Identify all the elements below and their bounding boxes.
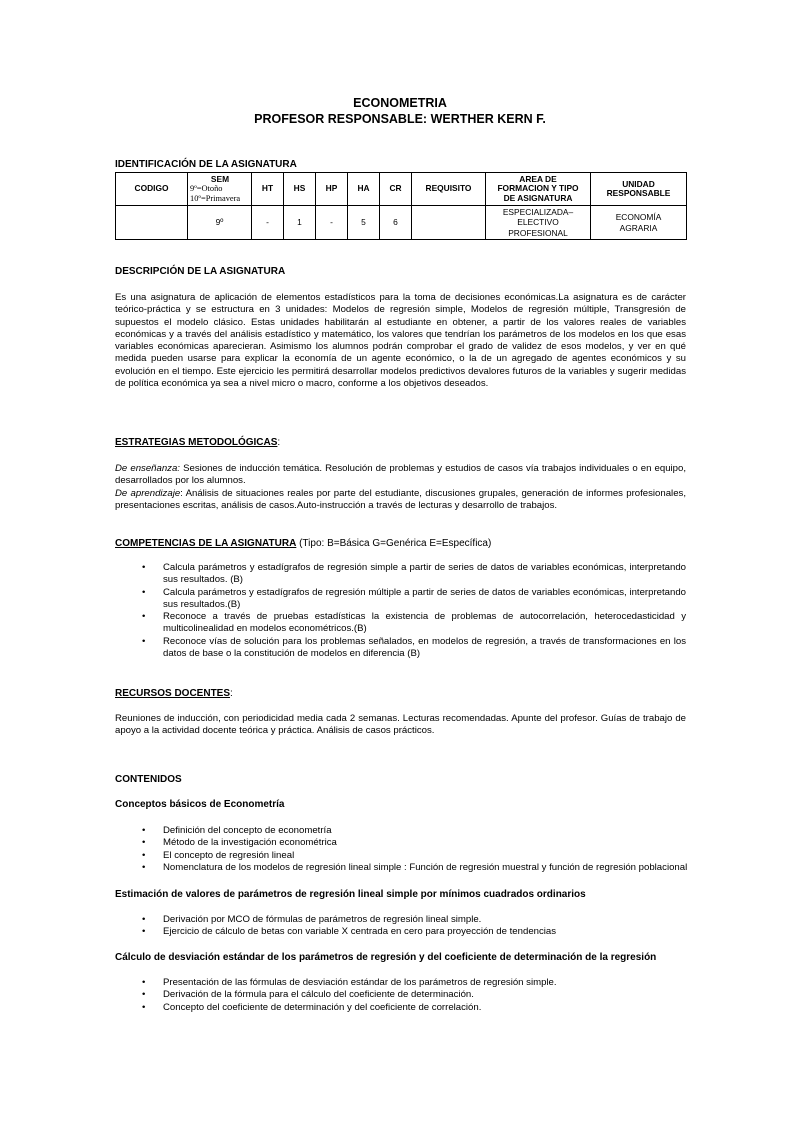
col-area-line3: DE ASIGNATURA (503, 192, 573, 203)
resources-heading-suffix: : (230, 688, 233, 699)
bullet-icon: • (142, 1001, 146, 1013)
list-item (115, 611, 686, 636)
bullet-icon: • (142, 837, 146, 849)
description-text (115, 292, 686, 390)
list-item (115, 1002, 765, 1014)
cell-ht: - (252, 206, 284, 240)
resources-heading: RECURSOS DOCENTES (115, 688, 231, 699)
cell-unidad-line2: AGRARIA (619, 222, 658, 233)
list-item (115, 636, 686, 661)
content-item-text: Derivación por MCO de fórmulas de parámetros de regresión lineal simple. (163, 914, 482, 925)
competencies-note: (Tipo: B=Básica G=Genérica E=Específica) (299, 538, 492, 549)
aprendizaje-text: : Análisis de situaciones reales por parte del estudiante, discusiones grupales, generación de informes profesionales, presentaciones escritas, análisis de casos.Auto-instrucción a través de lecturas y desarrollo de trabajos. (115, 487, 686, 511)
bullet-icon: • (142, 977, 146, 988)
description-paragraph: Es una asignatura de aplicación de elementos estadísticos para la toma de decisiones económicas.La asignatura es de carácter teórico-práctica y se estructura en 3 unidades: Modelos de regresión simple, Modelos de regresión múltiple, Transgresión de supuestos el modelo clásico. Estas unidades habilitarán al estudiante en obtener, a partir de los valores reales de variables económicas y a través del análisis estadístico y matemático, los valores que tendrían los parámetros de los modelos en los que esas variables económicas aparecieran. Asimismo los alumnos podrán comprobar el grado de validez de esos modelos, y ver en qué medida pueden usarse para explicar la economía de un agente económico, o la de un agregado de agentes económicos y su evolución en el tiempo. Este ejercicio les permitirá desarrollar modelos predictivos devalores futuros de la variables y sugerir medidas de política económica ya sea a nivel micro o macro, conforme a los objetivos deseados. (115, 292, 686, 390)
col-cr: CR (380, 173, 412, 206)
cell-ha: 5 (348, 206, 380, 240)
unit2-list (115, 914, 765, 939)
ensenanza-text: Sesiones de inducción temática. Resolución de problemas y estudios de casos vía trabajos individuales o en equipo, desarrollados por los alumnos. (115, 463, 686, 487)
content-item-text: Definición del concepto de econometría (163, 825, 332, 836)
unit3-title: Cálculo de desviación estándar de los parámetros de regresión y del coeficiente de determinación de la regresión (115, 952, 657, 963)
col-unidad (591, 173, 687, 206)
col-ha: HA (348, 173, 380, 206)
strategies-heading-suffix: : (277, 437, 281, 448)
strategies-ensenanza (115, 463, 686, 488)
description-heading: DESCRIPCIÓN DE LA ASIGNATURA (115, 266, 286, 277)
bullet-icon: • (142, 914, 146, 925)
col-requisito: REQUISITO (412, 173, 486, 206)
table-header-row (116, 173, 687, 206)
strategies-text (115, 463, 686, 512)
identification-table (115, 172, 687, 240)
col-sem-label: SEM (210, 173, 230, 184)
list-item (115, 850, 765, 862)
bullet-icon: • (142, 635, 146, 647)
list-item (115, 989, 765, 1001)
list-item (115, 926, 765, 938)
competencies-list (115, 562, 686, 660)
col-sem-primavera: 10º=Primavera (190, 193, 241, 203)
unit2-title: Estimación de valores de parámetros de regresión lineal simple por mínimos cuadrados ordinarios (115, 889, 586, 900)
list-item (115, 837, 765, 849)
bullet-icon: • (142, 861, 146, 873)
cell-codigo (116, 206, 188, 240)
col-hp: HP (316, 173, 348, 206)
col-codigo: CODIGO (116, 173, 188, 206)
resources-paragraph: Reuniones de inducción, con periodicidad media cada 2 semanas. Lecturas recomendadas. Apunte del profesor. Guías de trabajo de apoyo a la actividad docente teórica y práctica. Análisis de casos prácticos. (115, 713, 686, 737)
bullet-icon: • (142, 989, 146, 1001)
col-ht: HT (252, 173, 284, 206)
col-sem-otono: 9º=Otoño (190, 184, 223, 194)
content-item-text: Concepto del coeficiente de determinación y del coeficiente de correlación. (163, 1001, 482, 1013)
identification-heading: IDENTIFICACIÓN DE LA ASIGNATURA (115, 159, 297, 170)
cell-hs: 1 (284, 206, 316, 240)
col-hs: HS (284, 173, 316, 206)
competencies-heading: COMPETENCIAS DE LA ASIGNATURA (115, 538, 297, 549)
table-row (116, 206, 687, 240)
bullet-icon: • (142, 611, 146, 623)
list-item (115, 825, 765, 837)
bullet-icon: • (142, 562, 146, 573)
cell-requisito (412, 206, 486, 240)
cell-area (486, 206, 591, 240)
col-area-line2: FORMACION Y TIPO (497, 183, 579, 194)
list-item (115, 914, 765, 926)
list-item (115, 587, 686, 612)
competencies-heading-line (115, 538, 491, 549)
competency-text: Calcula parámetros y estadígrafos de regresión simple a partir de series de datos de variables económicas, interpretando sus resultados. (B) (163, 562, 686, 586)
cell-area-line1: ESPECIALIZADA– (502, 206, 574, 217)
list-item (115, 862, 765, 874)
content-item-text: Nomenclatura de los modelos de regresión lineal simple : Función de regresión muestral y función de regresión poblacional (163, 861, 688, 873)
list-item (115, 562, 686, 587)
resources-text (115, 713, 686, 738)
content-item-text: Método de la investigación econométrica (163, 837, 337, 849)
cell-unidad-line1: ECONOMÍA (615, 212, 662, 222)
bullet-icon: • (142, 825, 146, 836)
col-unidad-line2: RESPONSABLE (606, 188, 671, 198)
unit1-list (115, 825, 765, 874)
col-sem (188, 173, 252, 206)
content-item-text: Ejercicio de cálculo de betas con variable X centrada en cero para proyección de tendencias (163, 926, 557, 938)
content-item-text: Presentación de las fórmulas de desviación estándar de los parámetros de regresión simple. (163, 977, 557, 988)
col-area (486, 173, 591, 206)
cell-unidad (591, 206, 687, 240)
course-title: ECONOMETRIA (353, 96, 447, 110)
cell-area-line3: PROFESIONAL (508, 227, 568, 238)
bullet-icon: • (142, 849, 146, 861)
content-item-text: El concepto de regresión lineal (163, 849, 295, 861)
professor-line: PROFESOR RESPONSABLE: WERTHER KERN F. (254, 112, 546, 126)
competency-text: Reconoce a través de pruebas estadísticas la existencia de problemas de autocorrelación, heterocedasticidad y multicolinealidad en modelos econométricos.(B) (163, 611, 686, 635)
cell-cr: 6 (380, 206, 412, 240)
strategies-heading-line (115, 437, 280, 448)
content-item-text: Derivación de la fórmula para el cálculo del coeficiente de determinación. (163, 989, 474, 1001)
competency-text: Reconoce vías de solución para los problemas señalados, en modelos de regresión, a través de transformaciones en los datos de base o la constitución de modelos en diferencia (B) (163, 635, 686, 660)
strategies-heading: ESTRATEGIAS METODOLÓGICAS (115, 437, 278, 448)
bullet-icon: • (142, 586, 146, 598)
col-unidad-line1: UNIDAD (622, 178, 655, 189)
strategies-aprendizaje (115, 488, 686, 513)
unit3-list (115, 977, 765, 1014)
competency-text: Calcula parámetros y estadígrafos de regresión múltiple a partir de series de datos de variables económicas, interpretando sus resultados.(B) (163, 586, 686, 610)
resources-heading-line (115, 688, 233, 699)
cell-area-line2: ELECTIVO (517, 217, 559, 228)
list-item (115, 977, 765, 989)
contents-heading: CONTENIDOS (115, 774, 182, 785)
cell-hp: - (316, 206, 348, 240)
cell-sem: 9º (188, 206, 252, 240)
col-area-line1: AREA DE (519, 173, 557, 184)
unit1-title: Conceptos básicos de Econometría (115, 799, 285, 810)
aprendizaje-label: De aprendizaje (115, 487, 181, 499)
ensenanza-label: De enseñanza: (115, 463, 180, 474)
bullet-icon: • (142, 926, 146, 938)
